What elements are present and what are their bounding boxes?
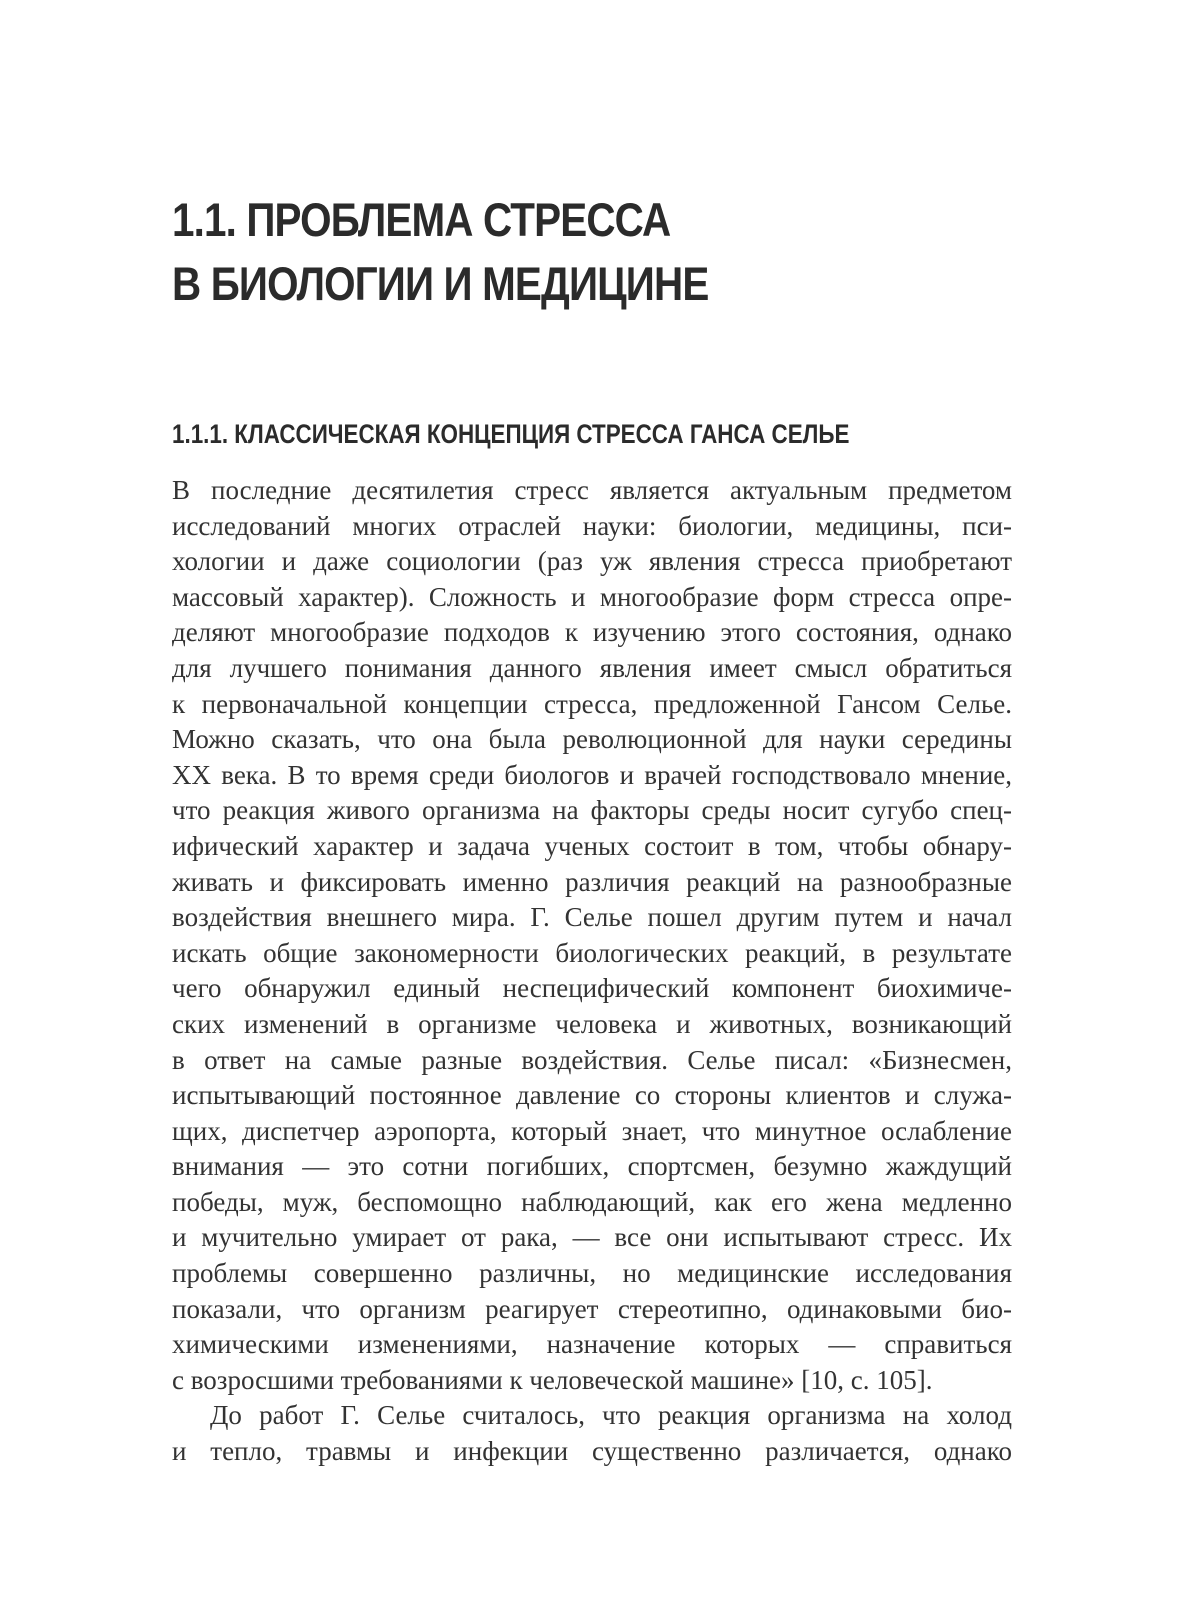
- text-line: деляют многообразие подходов к изучению этого состояния, однако: [172, 617, 1012, 648]
- text-line: что реакция живого организма на факторы среды носит сугубо спец-: [172, 795, 1012, 826]
- chapter-title-line-2: В БИОЛОГИИ И МЕДИЦИНЕ: [172, 257, 709, 310]
- text-line: с возросшими требованиями к человеческой машине» [10, с. 105].: [172, 1364, 933, 1395]
- chapter-title-line-1: 1.1. ПРОБЛЕМА СТРЕССА: [172, 193, 671, 246]
- text-line: воздействия внешнего мира. Г. Селье пошел другим путем и начал: [172, 902, 1012, 933]
- text-line: ских изменений в организме человека и животных, возникающий: [172, 1008, 1012, 1039]
- text-line: чего обнаружил единый неспецифический компонент биохимиче-: [172, 973, 1012, 1004]
- text-line: и мучительно умирает от рака, — все они испытывают стресс. Их: [172, 1222, 1012, 1253]
- text-line: ифический характер и задача ученых состоит в том, чтобы обнару-: [172, 830, 1012, 861]
- text-line: к первоначальной концепции стресса, предложенной Гансом Селье.: [172, 688, 1012, 719]
- text-line: испытывающий постоянное давление со стороны клиентов и служа-: [172, 1080, 1012, 1111]
- text-line: победы, муж, беспомощно наблюдающий, как его жена медленно: [172, 1186, 1012, 1217]
- text-line: В последние десятилетия стресс является актуальным предметом: [172, 475, 1012, 505]
- text-line: для лучшего понимания данного явления имеет смысл обратиться: [172, 652, 1012, 683]
- text-line: массовый характер). Сложность и многообразие форм стресса опре-: [172, 581, 1012, 612]
- text-line: XX века. В то время среди биологов и врачей господствовало мнение,: [172, 759, 1012, 790]
- text-line: щих, диспетчер аэропорта, который знает, что минутное ослабление: [172, 1115, 1012, 1146]
- section-title: 1.1.1. КЛАССИЧЕСКАЯ КОНЦЕПЦИЯ СТРЕССА ГАНСА СЕЛЬЕ: [172, 419, 850, 449]
- text-line: показали, что организм реагирует стереотипно, одинаковыми био-: [172, 1293, 1012, 1324]
- text-line: в ответ на самые разные воздействия. Селье писал: «Бизнесмен,: [172, 1044, 1012, 1075]
- text-line: хологии и даже социологии (раз уж явления стресса приобретают: [172, 546, 1012, 577]
- chapter-title: [172, 188, 946, 316]
- text-line: Можно сказать, что она была революционной для науки середины: [172, 724, 1012, 755]
- body-text: [172, 473, 1012, 1470]
- text-line: химическими изменениями, назначение которых — справиться: [172, 1329, 1012, 1360]
- text-line: и тепло, травмы и инфекции существенно различается, однако: [172, 1436, 1012, 1467]
- paragraph-2: [172, 1398, 1012, 1469]
- text-line: исследований многих отраслей науки: биологии, медицины, пси-: [172, 510, 1012, 541]
- text-line: искать общие закономерности биологических реакций, в результате: [172, 937, 1012, 968]
- text-line: До работ Г. Селье считалось, что реакция организма на холод: [210, 1400, 1012, 1431]
- text-line: живать и фиксировать именно различия реакций на разнообразные: [172, 866, 1012, 897]
- text-line: внимания — это сотни погибших, спортсмен, безумно жаждущий: [172, 1151, 1012, 1182]
- paragraph-1: [172, 473, 1012, 1398]
- text-line: проблемы совершенно различны, но медицинские исследования: [172, 1258, 1012, 1289]
